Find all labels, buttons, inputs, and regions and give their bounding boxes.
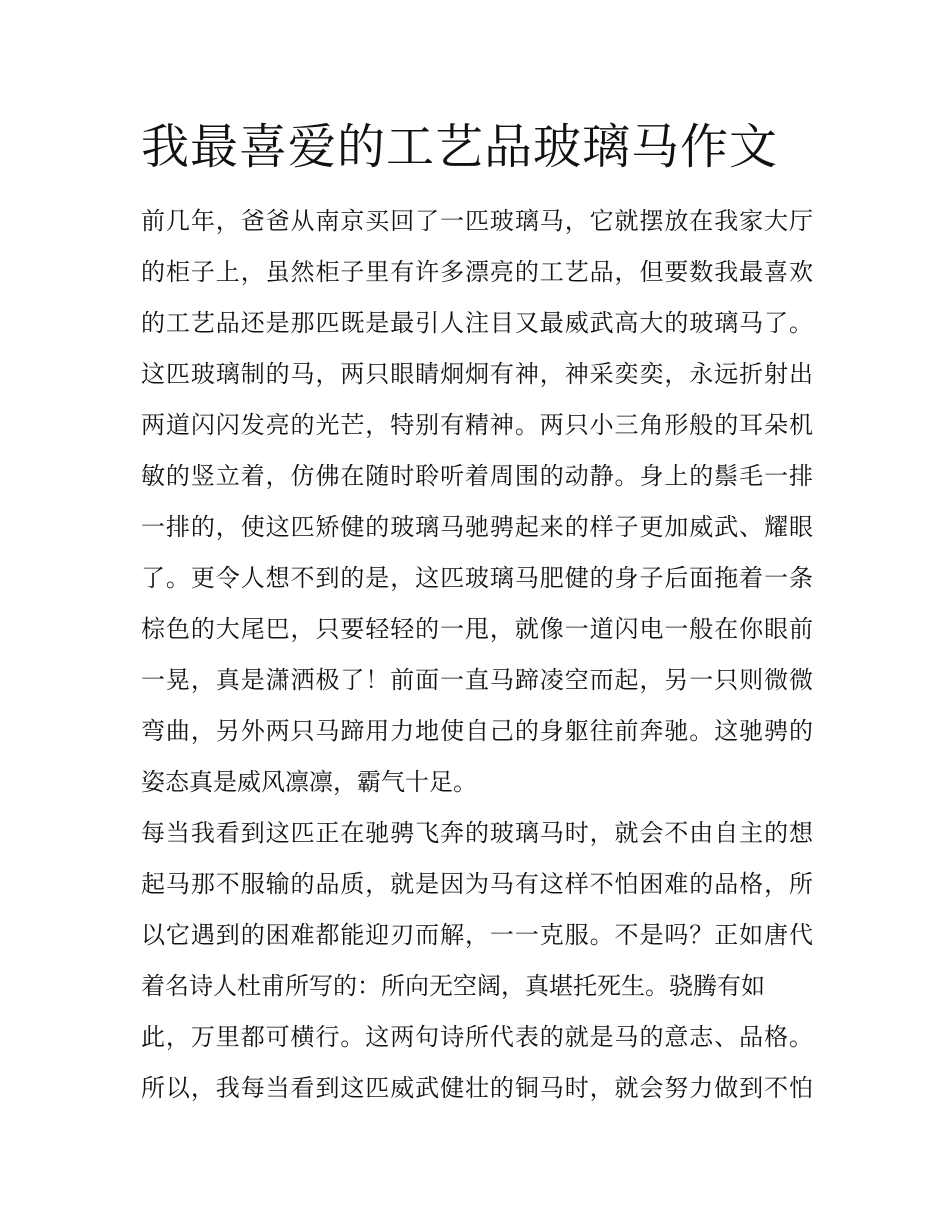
text-line: 前几年，爸爸从南京买回了一匹玻璃马，它就摆放在我家大厅 <box>141 207 813 235</box>
text-line: 所以，我每当看到这匹威武健壮的铜马时，就会努力做到不怕 <box>141 1074 813 1102</box>
text-line: 两道闪闪发亮的光芒，特别有精神。两只小三角形般的耳朵机 <box>141 411 813 439</box>
text-line: 一排的，使这匹矫健的玻璃马驰骋起来的样子更加威武、耀眼 <box>141 513 813 541</box>
text-line: 一晃，真是潇洒极了！前面一直马蹄凌空而起，另一只则微微 <box>141 666 813 694</box>
text-line: 了。更令人想不到的是，这匹玻璃马肥健的身子后面拖着一条 <box>141 564 813 592</box>
text-line: 棕色的大尾巴，只要轻轻的一甩，就像一道闪电一般在你眼前 <box>141 615 813 643</box>
text-line: 这匹玻璃制的马，两只眼睛炯炯有神，神采奕奕，永远折射出 <box>141 360 813 388</box>
text-line-paragraph-end: 姿态真是威风凛凛，霸气十足。 <box>141 768 477 796</box>
document-body <box>141 196 813 1114</box>
text-line: 的工艺品还是那匹既是最引人注目又最威武高大的玻璃马了。 <box>141 309 813 337</box>
document-title: 我最喜爱的工艺品玻璃马作文 <box>141 119 779 175</box>
text-line: 以它遇到的困难都能迎刃而解，一一克服。不是吗？正如唐代 <box>141 921 813 949</box>
text-line: 敏的竖立着，仿佛在随时聆听着周围的动静。身上的鬃毛一排 <box>141 462 813 490</box>
text-line: 弯曲，另外两只马蹄用力地使自己的身躯往前奔驰。这驰骋的 <box>141 717 813 745</box>
text-line: 此，万里都可横行。这两句诗所代表的就是马的意志、品格。 <box>141 1023 813 1051</box>
text-line: 每当我看到这匹正在驰骋飞奔的玻璃马时，就会不由自主的想 <box>141 819 813 847</box>
text-line: 起马那不服输的品质，就是因为马有这样不怕困难的品格，所 <box>141 870 813 898</box>
text-line: 的柜子上，虽然柜子里有许多漂亮的工艺品，但要数我最喜欢 <box>141 258 813 286</box>
text-line: 着名诗人杜甫所写的：所向无空阔，真堪托死生。骁腾有如 <box>141 972 765 1000</box>
